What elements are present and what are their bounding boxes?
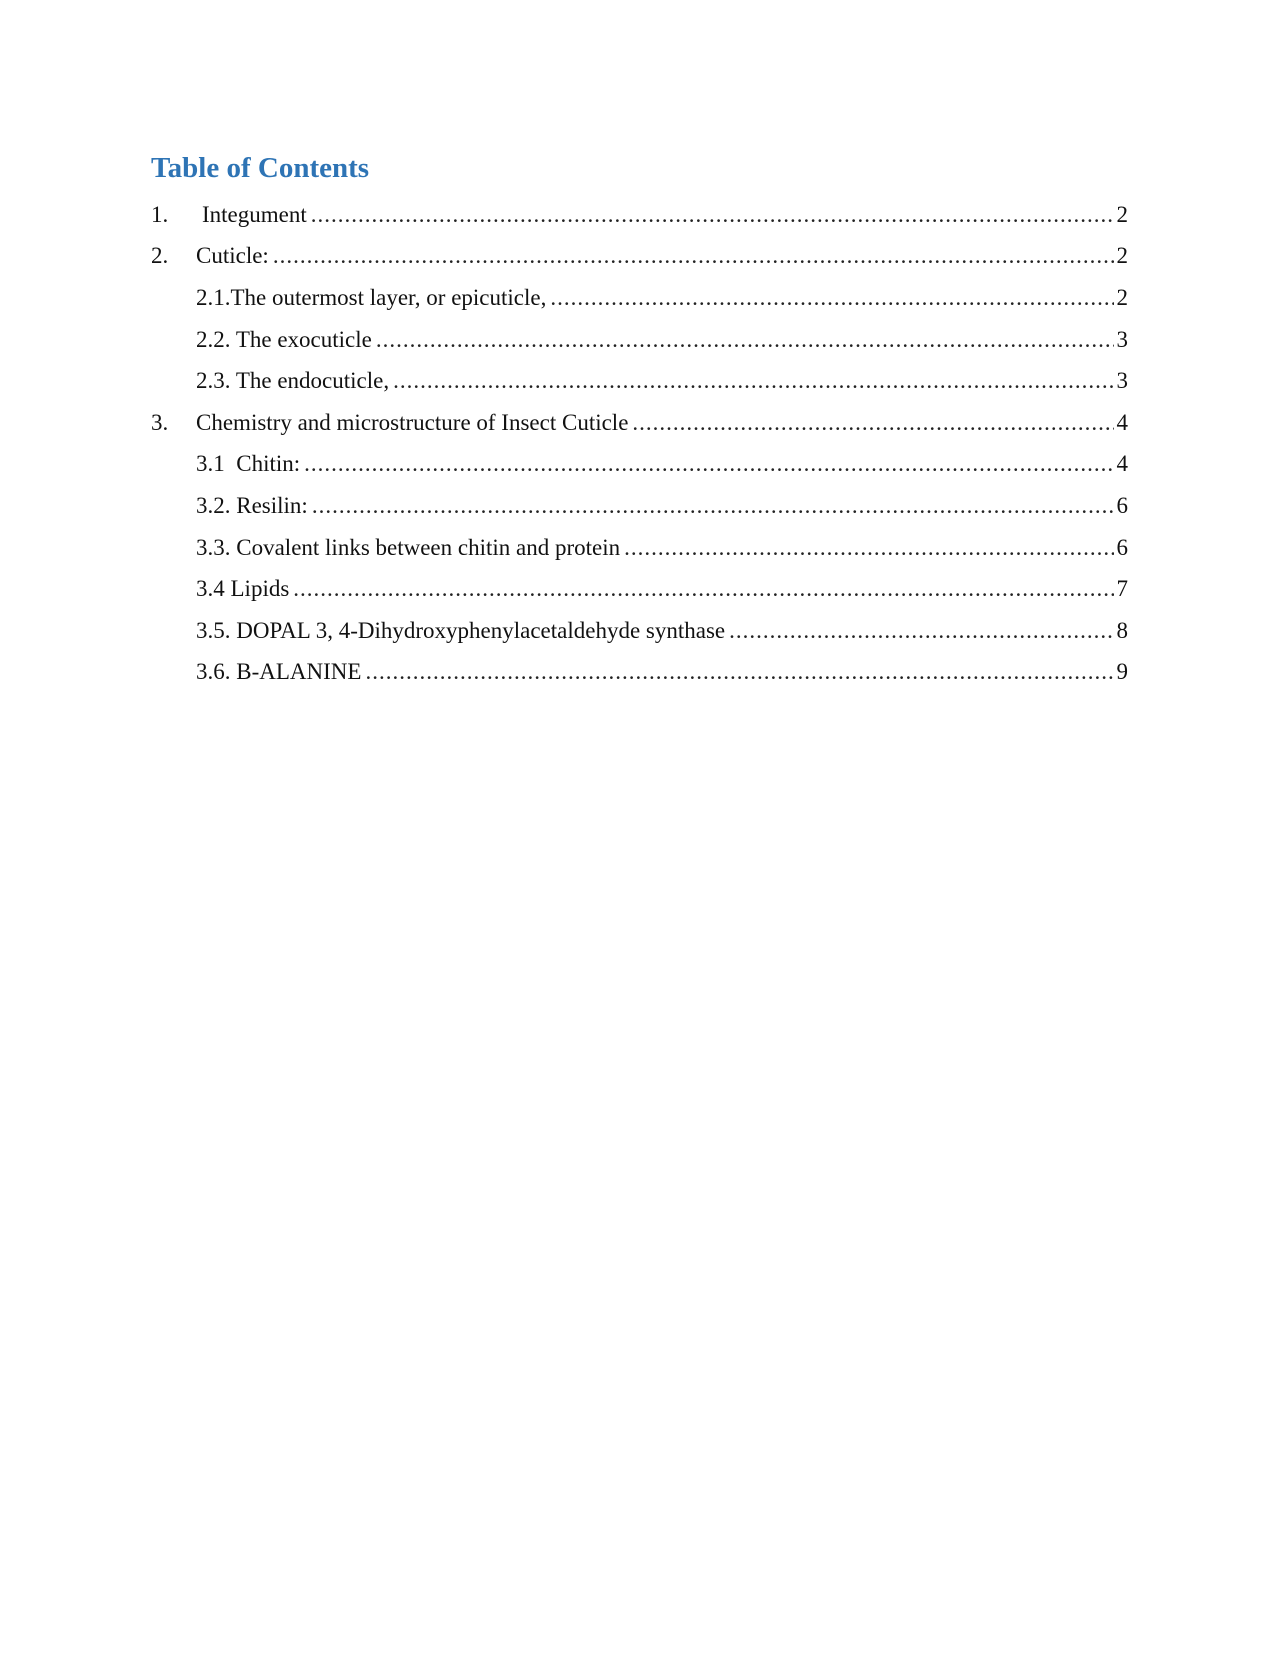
toc-entry-title: 3.6. B-ALANINE bbox=[196, 659, 362, 685]
dot-leader bbox=[273, 243, 1114, 269]
toc-entry-dopal[interactable] bbox=[151, 610, 1128, 652]
dot-leader bbox=[632, 410, 1113, 436]
toc-entry-page: 3 bbox=[1116, 368, 1128, 394]
toc-entry-title: 2.2. The exocuticle bbox=[196, 326, 372, 352]
toc-entry-exocuticle[interactable] bbox=[151, 319, 1128, 361]
toc-entry-page: 4 bbox=[1116, 451, 1128, 477]
toc-entry-chitin[interactable] bbox=[151, 444, 1128, 486]
toc-entry-b-alanine[interactable] bbox=[151, 652, 1128, 694]
toc-entry-resilin[interactable] bbox=[151, 485, 1128, 527]
toc-entry-page: 6 bbox=[1116, 492, 1128, 518]
toc-entry-page: 7 bbox=[1116, 576, 1128, 602]
toc-heading: Table of Contents bbox=[151, 152, 370, 184]
toc-entry-endocuticle[interactable] bbox=[151, 360, 1128, 402]
toc-entry-page: 4 bbox=[1116, 409, 1128, 435]
toc-entry-title: 3.1 Chitin: bbox=[196, 451, 301, 477]
toc-entry-title: 2.1.The outermost layer, or epicuticle, bbox=[196, 284, 547, 310]
toc-entry-page: 3 bbox=[1116, 326, 1128, 352]
toc-entry-title: Cuticle: bbox=[196, 243, 269, 269]
toc-entry-title: 3.5. DOPAL 3, 4-Dihydroxyphenylacetaldehyde synthase bbox=[196, 617, 726, 643]
toc-entry-title: Integument bbox=[202, 201, 307, 227]
toc-entry-integument[interactable] bbox=[151, 194, 1128, 236]
toc-entry-number: 2. bbox=[151, 243, 169, 269]
dot-leader bbox=[376, 327, 1114, 353]
dot-leader bbox=[550, 285, 1113, 311]
dot-leader bbox=[311, 202, 1114, 228]
toc-entry-page: 2 bbox=[1116, 201, 1128, 227]
toc-entry-epicuticle[interactable] bbox=[151, 277, 1128, 319]
toc-entry-title: 2.3. The endocuticle, bbox=[196, 368, 390, 394]
toc-entry-page: 9 bbox=[1116, 659, 1128, 685]
toc-entry-cuticle[interactable] bbox=[151, 236, 1128, 278]
toc-entry-title: Chemistry and microstructure of Insect Cuticle bbox=[196, 409, 629, 435]
dot-leader bbox=[365, 659, 1113, 685]
toc-entry-page: 8 bbox=[1116, 617, 1128, 643]
toc-entry-number: 1. bbox=[151, 201, 169, 227]
toc-entry-page: 2 bbox=[1116, 284, 1128, 310]
dot-leader bbox=[729, 618, 1113, 644]
toc-entry-title: 3.3. Covalent links between chitin and protein bbox=[196, 534, 621, 560]
toc-entry-chemistry[interactable] bbox=[151, 402, 1128, 444]
dot-leader bbox=[393, 368, 1113, 394]
dot-leader bbox=[293, 576, 1113, 602]
toc-entry-number: 3. bbox=[151, 409, 169, 435]
dot-leader bbox=[312, 493, 1114, 519]
toc-entry-page: 2 bbox=[1116, 243, 1128, 269]
toc-entry-title: 3.2. Resilin: bbox=[196, 492, 308, 518]
dot-leader bbox=[624, 535, 1113, 561]
toc-entry-page: 6 bbox=[1116, 534, 1128, 560]
toc-list bbox=[151, 194, 1128, 693]
toc-entry-lipids[interactable] bbox=[151, 568, 1128, 610]
dot-leader bbox=[304, 451, 1113, 477]
toc-entry-covalent-links[interactable] bbox=[151, 527, 1128, 569]
toc-entry-title: 3.4 Lipids bbox=[196, 576, 290, 602]
